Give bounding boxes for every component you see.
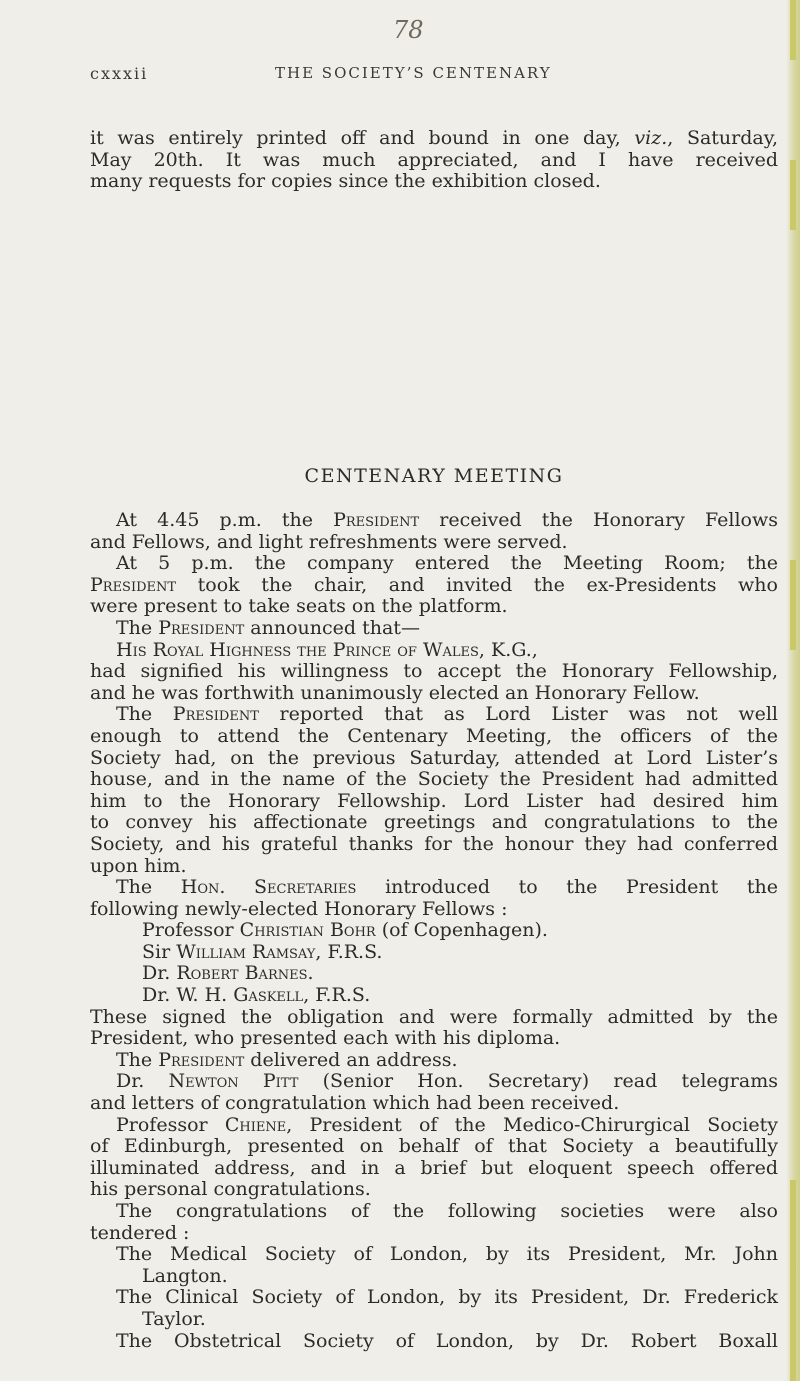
text-line: to convey his affectionate greetings and congratulations to the [90,811,778,834]
text-line: At 5 p.m. the company entered the Meeting Room; the [116,552,778,575]
society-entry-continued: Taylor. [142,1307,206,1330]
text-line: The President reported that as Lord Lister was not well [116,703,778,726]
page-edge-strip [790,1180,796,1381]
italic-term: viz. [634,127,668,149]
text-line: President, who presented each with his diploma. [90,1027,561,1050]
text-line: The Hon. Secretaries introduced to the President the [116,876,778,899]
text-line: had signified his willingness to accept the Honorary Fellowship, [90,660,778,683]
text-line: His Royal Highness the Prince of Wales, K.G., [116,638,538,661]
page-edge [786,0,800,1381]
society-entry: The Obstetrical Society of London, by Dr. Robert Boxall [116,1329,778,1352]
text-line: house, and in the name of the Society the President had admitted [90,768,778,791]
running-head-title: THE SOCIETY’S CENTENARY [275,64,552,82]
text-line: his personal congratulations. [90,1178,371,1201]
fellow-entry: Professor Christian Bohr (of Copenhagen). [142,919,548,942]
text-line: Society, and his grateful thanks for the honour they had conferred [90,832,778,855]
page-edge-strip [790,560,796,650]
meeting-minutes [90,510,778,1352]
text-line: President took the chair, and invited the ex-Presidents who [90,573,778,596]
section-heading: CENTENARY MEETING [304,465,564,487]
text-line: Dr. Newton Pitt (Senior Hon. Secretary) read telegrams [116,1070,778,1093]
text-line: enough to attend the Centenary Meeting, the officers of the [90,724,778,747]
page-folio: cxxxii [90,64,149,83]
society-entry-continued: Langton. [142,1264,228,1287]
handwritten-page-mark: 78 [393,16,424,44]
text-line: of Edinburgh, presented on behalf of that Society a beautifully [90,1135,778,1158]
text-line: At 4.45 p.m. the President received the Honorary Fellows [116,509,778,531]
text-line: it was entirely printed off and bound in one day, viz., Saturday, [90,127,778,149]
text-line: and he was forthwith unanimously elected an Honorary Fellow. [90,681,700,704]
text-line: The congratulations of the following societies were also [116,1200,778,1222]
page-edge-strip [790,0,796,60]
text-line: The President announced that— [116,616,420,639]
text-line: many requests for copies since the exhibition closed. [90,170,601,193]
text-line: The President delivered an address. [116,1048,458,1071]
running-head [90,64,770,88]
page-edge-strip [790,160,796,230]
text-line: and Fellows, and light refreshments were served. [90,530,568,553]
text-line: following newly-elected Honorary Fellows : [90,897,508,920]
text-line: illuminated address, and in a brief but eloquent speech offered [90,1156,778,1179]
text-line: tendered : [90,1221,190,1244]
opening-paragraph [90,128,778,193]
society-entry: The Clinical Society of London, by its President, Dr. Frederick [116,1286,778,1309]
fellow-entry: Dr. Robert Barnes. [142,962,314,985]
text-line: Professor Chiene, President of the Medico-Chirurgical Society [116,1113,778,1136]
fellow-entry: Sir William Ramsay, F.R.S. [142,940,383,963]
text-line: These signed the obligation and were formally admitted by the [90,1005,778,1028]
text-line: upon him. [90,854,187,877]
text-line: him to the Honorary Fellowship. Lord Lister had desired him [90,789,778,812]
society-entry: The Medical Society of London, by its President, Mr. John [116,1243,778,1266]
fellow-entry: Dr. W. H. Gaskell, F.R.S. [142,984,371,1007]
text-line: Society had, on the previous Saturday, attended at Lord Lister’s [90,746,778,769]
text-line: May 20th. It was much appreciated, and I have received [90,148,778,171]
text-line: were present to take seats on the platform. [90,595,508,618]
text-line: and letters of congratulation which had been received. [90,1092,620,1115]
